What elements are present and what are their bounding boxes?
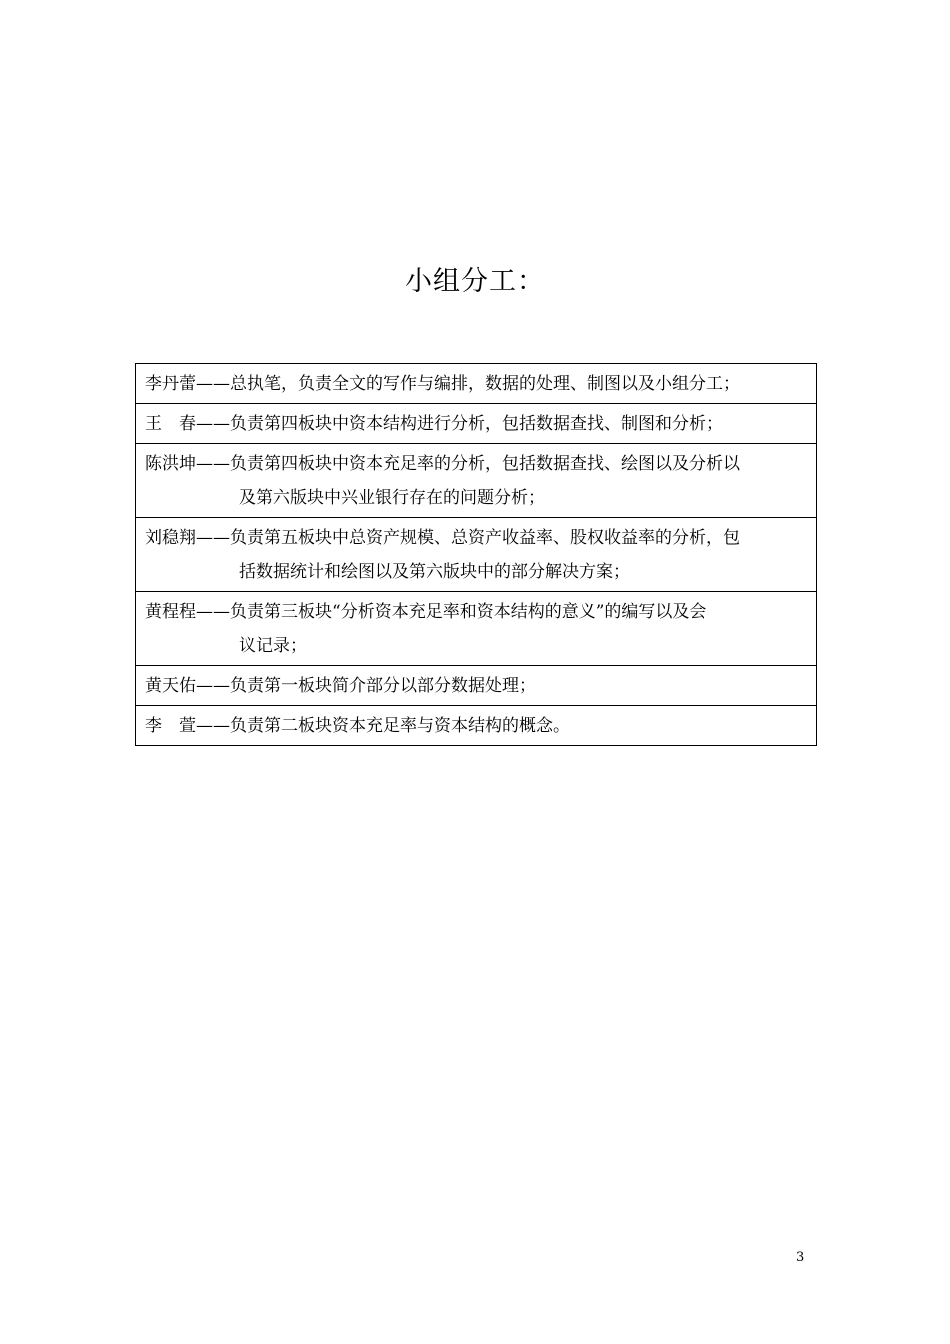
row-line: 刘稳翔——负责第五板块中总资产规模、总资产收益率、股权收益率的分析，包 bbox=[145, 528, 740, 548]
division-table bbox=[135, 363, 817, 746]
row-line: 黄天佑——负责第一板块简介部分以部分数据处理； bbox=[145, 676, 536, 696]
table-row bbox=[136, 443, 816, 517]
table-row bbox=[136, 364, 816, 403]
row-line: 黄程程——负责第三板块“分析资本充足率和资本结构的意义”的编写以及会 bbox=[145, 602, 707, 622]
table-row bbox=[136, 403, 816, 443]
row-line-continued: 及第六版块中兴业银行存在的问题分析； bbox=[239, 488, 545, 508]
table-row bbox=[136, 665, 816, 705]
row-line: 王 春——负责第四板块中资本结构进行分析，包括数据查找、制图和分析； bbox=[145, 414, 723, 434]
page-title: 小组分工： bbox=[405, 266, 545, 297]
page-number: 3 bbox=[796, 1250, 805, 1265]
row-line: 李丹蕾——总执笔，负责全文的写作与编排，数据的处理、制图以及小组分工； bbox=[145, 374, 740, 394]
row-line: 陈洪坤——负责第四板块中资本充足率的分析，包括数据查找、绘图以及分析以 bbox=[145, 454, 740, 474]
table-row bbox=[136, 705, 816, 745]
table-row bbox=[136, 591, 816, 665]
row-line: 李 萱——负责第二板块资本充足率与资本结构的概念。 bbox=[145, 716, 570, 736]
table-row bbox=[136, 517, 816, 591]
row-line-continued: 议记录； bbox=[239, 636, 307, 656]
row-line-continued: 括数据统计和绘图以及第六版块中的部分解决方案； bbox=[239, 562, 630, 582]
